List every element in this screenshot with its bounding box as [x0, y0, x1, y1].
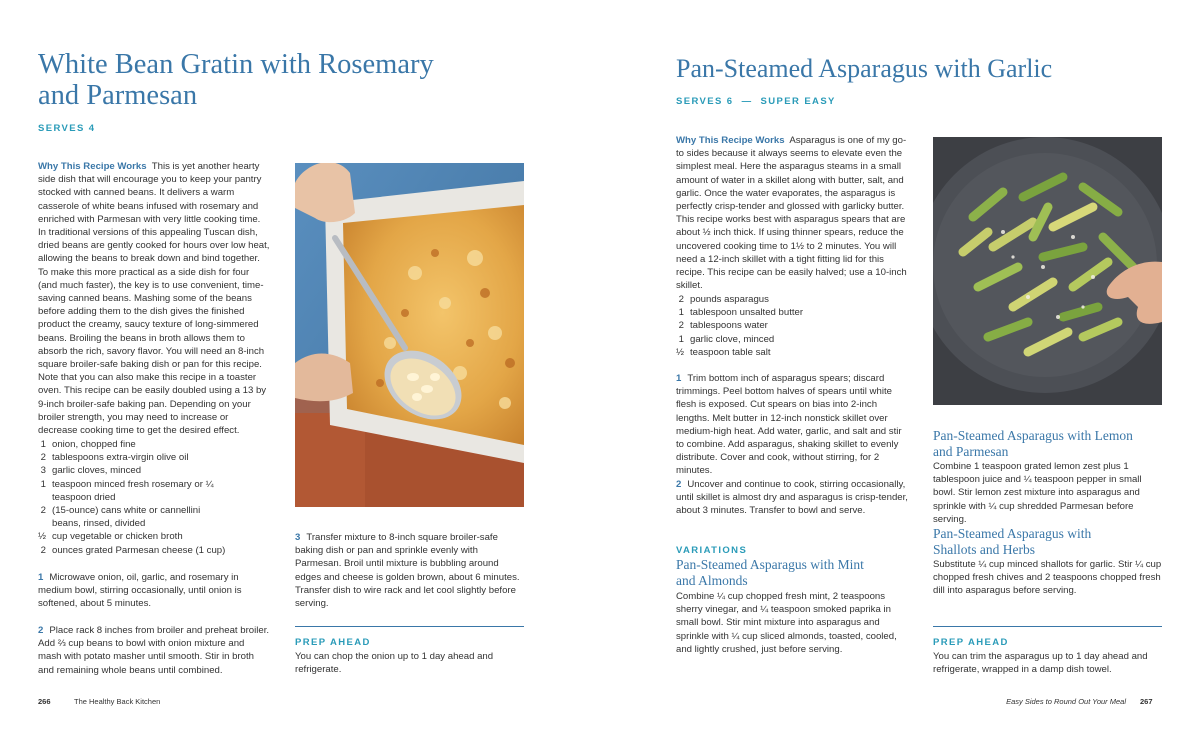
- step-number: 2: [38, 625, 44, 636]
- step-number: 1: [676, 373, 682, 384]
- step-text: Trim bottom inch of asparagus spears; discard trimmings. Peel bottom halves of spears until white flesh is exposed. Cut spears on bias into 2-inch lengths. Melt butter in 12-inch nonstick skillet over medium-high heat. Add water, garlic, and salt and stir to combine. Add asparagus, shaking skillet to evenly distribute. Cover and cook, without stirring, for 2 minutes.: [676, 373, 902, 477]
- asparagus-photo: [933, 137, 1162, 405]
- ingredient-item: [668, 346, 908, 359]
- ingredient-qty: 2: [678, 294, 684, 305]
- divider: [933, 626, 1162, 627]
- page-title: White Bean Gratin with Rosemary and Parmesan: [38, 49, 434, 111]
- ingredient-qty: 1: [40, 478, 46, 490]
- step-text: Uncover and continue to cook, stirring occasionally, until skillet is almost dry and asparagus is crisp-tender, about 3 minutes. Transfer to bowl and serve.: [676, 479, 908, 517]
- ingredient-text: teaspoon table salt: [690, 346, 771, 358]
- serves-label: SERVES 4: [38, 123, 96, 134]
- ingredient-item: [30, 464, 270, 477]
- ingredient-item: [668, 306, 908, 319]
- intro-paragraph: [676, 134, 908, 292]
- variations-label: VARIATIONS: [676, 545, 748, 556]
- ingredient-text: ounces grated Parmesan cheese (1 cup): [52, 544, 226, 556]
- ingredient-qty: 2: [678, 320, 684, 332]
- variation-title: Pan-Steamed Asparagus with Mint and Almonds: [676, 557, 864, 588]
- ingredient-qty: ½: [37, 531, 46, 543]
- ingredient-text: cup vegetable or chicken broth: [52, 531, 183, 543]
- method-step: [295, 531, 525, 610]
- method-step: [676, 372, 908, 478]
- ingredient-item: [30, 544, 270, 557]
- intro-text: Asparagus is one of my go-to sides because it always seems to elevate even the simplest meal. Here the asparagus steams in a small amount of water in a skillet along with butter, salt, and garlic. Once the water evaporates, the asparagus is perfectly crisp-tender and glossed with garlicky butter. This recipe works best with asparagus spears that are about ½ inch thick. If using thinner spears, reduce the uncovered cooking time to 1½ to 2 minutes. You will need a 12-inch skillet with a tight fitting lid for this recipe. This recipe can be easily halved; use a 10-inch skillet.: [676, 135, 907, 292]
- ingredient-text: tablespoon unsalted butter: [690, 307, 804, 319]
- ingredient-text: garlic cloves, minced: [52, 465, 142, 477]
- ingredient-qty: ½: [675, 346, 684, 358]
- ingredient-item: [668, 333, 908, 346]
- ingredient-list: [668, 293, 908, 359]
- prep-ahead-text: You can trim the asparagus up to 1 day ahead and refrigerate, wrapped in a damp dish towel.: [933, 651, 1148, 676]
- section-title-footer: Easy Sides to Round Out Your Meal: [1006, 697, 1126, 706]
- ingredient-qty: 2: [40, 544, 46, 556]
- method-step: [38, 571, 270, 611]
- variation-text: Substitute ¼ cup minced shallots for garlic. Stir ¼ cup chopped fresh chives and 2 teaspoons chopped fresh dill into asparagus before serving.: [933, 559, 1162, 597]
- page-number-right: 267: [1140, 697, 1153, 706]
- ingredient-item: [30, 438, 270, 451]
- book-title-footer: The Healthy Back Kitchen: [74, 697, 161, 706]
- method-step: [676, 478, 908, 518]
- ingredient-item: [668, 319, 908, 332]
- step-text: Microwave onion, oil, garlic, and rosemary in medium bowl, stirring occasionally, until onion is softened, about 5 minutes.: [38, 572, 242, 610]
- divider: [295, 626, 524, 627]
- prep-ahead-text: You can chop the onion up to 1 day ahead and refrigerate.: [295, 651, 494, 676]
- step-text: Transfer mixture to 8-inch square broiler-safe baking dish or pan and sprinkle evenly with Parmesan. Broil until mixture is bubbling around edges and cheese is golden brown, about 6 minutes. Transfer dish to wire rack and let cool slightly before serving.: [295, 532, 520, 610]
- ingredient-text: teaspoon minced fresh rosemary or ¼ teaspoon dried: [52, 478, 214, 503]
- variation-text: Combine 1 teaspoon grated lemon zest plus 1 tablespoon juice and ¼ teaspoon pepper in small bowl. Stir lemon zest mixture into asparagus and sprinkle with ¼ cup shredded Parmesan before serving.: [933, 461, 1142, 525]
- ingredient-qty: 3: [40, 465, 46, 477]
- ingredient-list: [30, 438, 270, 557]
- ingredient-text: onion, chopped fine: [52, 439, 136, 450]
- ingredient-item: [30, 504, 270, 530]
- ingredient-qty: 2: [40, 452, 46, 464]
- method-step: [38, 624, 270, 677]
- step-text: Place rack 8 inches from broiler and preheat broiler. Add ⅔ cup beans to bowl with onion mixture and mash with potato masher until smooth. Stir in broth and remaining whole beans until combined.: [38, 625, 270, 676]
- step-number: 1: [38, 572, 44, 583]
- page-number-left: 266: [38, 697, 51, 706]
- ingredient-text: pounds asparagus: [690, 294, 769, 305]
- ingredient-text: tablespoons extra-virgin olive oil: [52, 452, 189, 464]
- ingredient-qty: 1: [678, 307, 684, 319]
- ingredient-text: tablespoons water: [690, 320, 768, 332]
- ingredient-item: [30, 530, 270, 543]
- intro-lead: Why This Recipe Works: [676, 135, 785, 146]
- variation-text: Combine ¼ cup chopped fresh mint, 2 teaspoons sherry vinegar, and ¼ teaspoon smoked paprika in small bowl. Stir mint mixture into asparagus and sprinkle with ¼ cup sliced almonds, toasted, cooled, and lightly crushed, just before serving.: [676, 591, 897, 655]
- ingredient-qty: 1: [678, 333, 684, 345]
- ingredient-item: [30, 451, 270, 464]
- step-number: 3: [295, 532, 301, 543]
- ingredient-qty: 1: [40, 439, 46, 450]
- ingredient-item: [30, 478, 270, 504]
- ingredient-item: [668, 293, 908, 306]
- variation-title: Pan-Steamed Asparagus with Lemon and Parmesan: [933, 428, 1133, 459]
- serves-label: SERVES 6 — SUPER EASY: [676, 96, 836, 107]
- intro-paragraph: [38, 160, 270, 437]
- intro-text: This is yet another hearty side dish that will encourage you to keep your pantry stocked with canned beans. It delivers a warm casserole of white beans infused with rosemary and enriched with Parmesan with very little cooking time. In traditional versions of this appealing Tuscan dish, dried beans are gently cooked for hours over low heat, allowing the beans to break down and bind together. To make this more practical as a side dish for four (and much faster), the key is to use convenient, time-saving canned beans. Mashing some of the beans before adding them to the dish gives the finished product the creamy, saucy texture of long-simmered beans. Broiling the beans in broth allows them to absorb the rich, savory flavor. You will need an 8-inch square broiler-safe baking dish or pan for this recipe. Note that you can also make this recipe in a toaster oven. This recipe can be easily doubled using a 13 by 9-inch broiler-safe baking pan. Depending on your broiler strength, you may need to increase or decrease cooking time to get the desired effect.: [38, 161, 270, 437]
- variation-title: Pan-Steamed Asparagus with Shallots and Herbs: [933, 526, 1092, 557]
- intro-lead: Why This Recipe Works: [38, 161, 147, 172]
- ingredient-text: (15-ounce) cans white or cannellini beans, rinsed, divided: [52, 505, 201, 530]
- ingredient-qty: 2: [40, 505, 46, 517]
- prep-ahead-label: PREP AHEAD: [295, 637, 371, 648]
- page-title: Pan-Steamed Asparagus with Garlic: [676, 54, 1053, 83]
- ingredient-text: garlic clove, minced: [690, 333, 775, 345]
- prep-ahead-label: PREP AHEAD: [933, 637, 1009, 648]
- gratin-photo: [295, 163, 524, 507]
- step-number: 2: [676, 479, 682, 490]
